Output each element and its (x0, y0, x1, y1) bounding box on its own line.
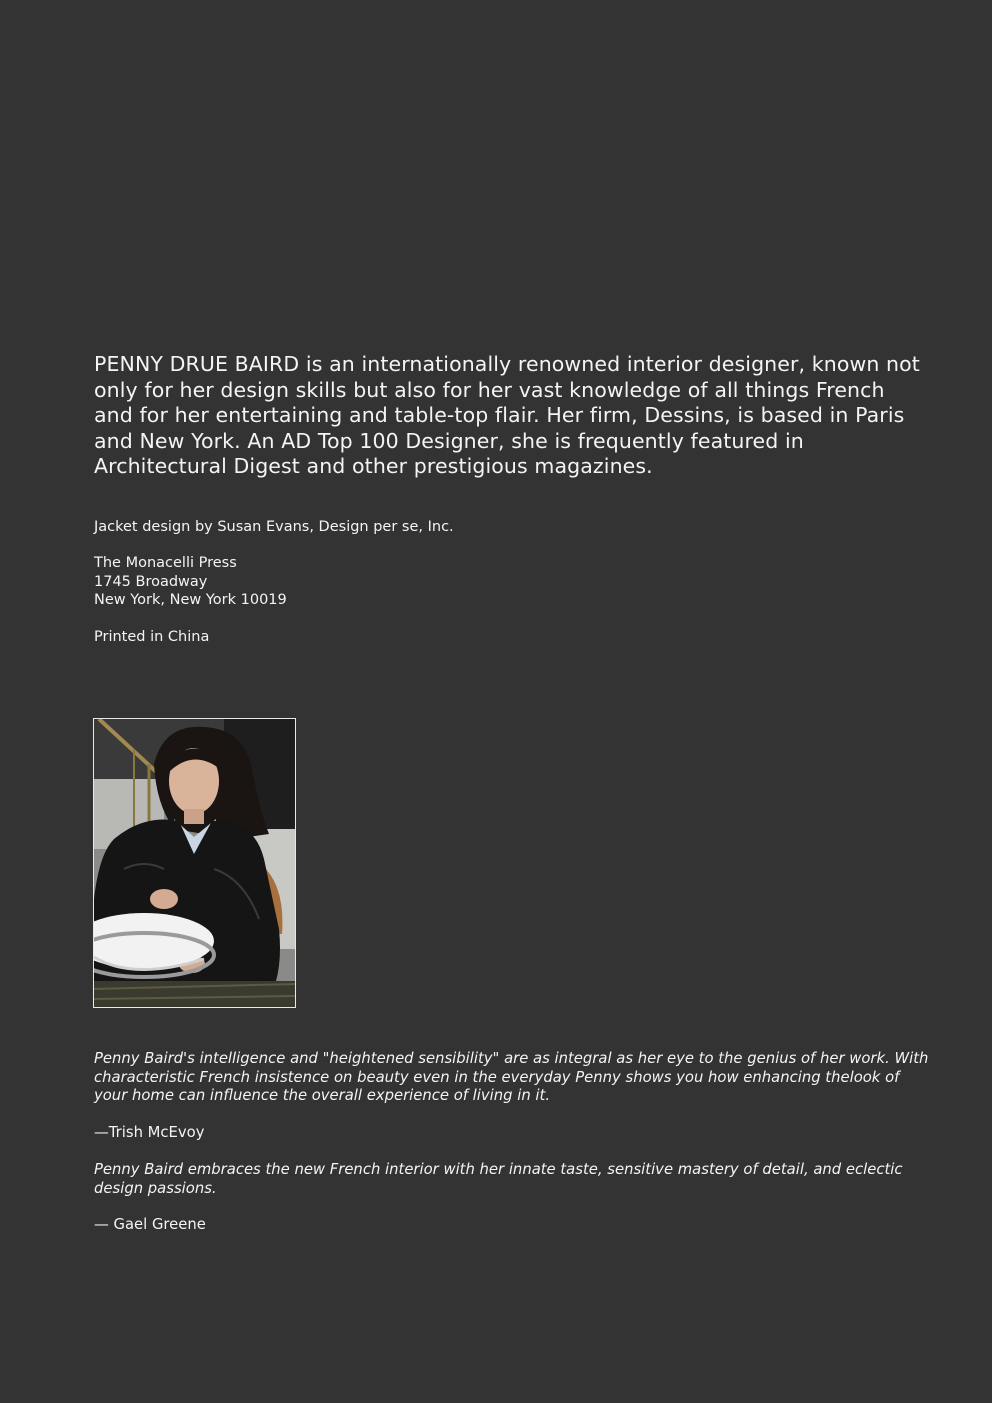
author-bio: PENNY DRUE BAIRD is an internationally renowned interior designer, known not only for her design skills but also for her vast knowledge of all things French and for her entertaining and table-top flair. Her firm, Dessins, is based in Paris and New York. An AD Top 100 Designer, she is frequently featured in Architectural Digest and other prestigious magazines. (94, 352, 920, 478)
publisher-city: New York, New York 10019 (94, 592, 287, 608)
quote-1: Penny Baird's intelligence and "heightened sensibility" are as integral as her eye to the genius of her work. With characteristic French insistence on beauty even in the everyday Penny shows you how enhancing thelook of your home can influence the overall experience of living in it. (94, 1050, 929, 1104)
printed-in: Printed in China (94, 629, 210, 645)
quote-2-attribution: — Gael Greene (94, 1216, 206, 1233)
publisher-street: 1745 Broadway (94, 573, 208, 590)
publisher-name: The Monacelli Press (94, 555, 237, 571)
publisher-address (94, 554, 287, 610)
author-photo (93, 718, 296, 1008)
quote-2: Penny Baird embraces the new French interior with her innate taste, sensitive mastery of detail, and eclectic design passions. (94, 1161, 903, 1197)
quote-1-attribution: —Trish McEvoy (94, 1124, 205, 1141)
jacket-credit: Jacket design by Susan Evans, Design per se, Inc. (94, 519, 454, 535)
